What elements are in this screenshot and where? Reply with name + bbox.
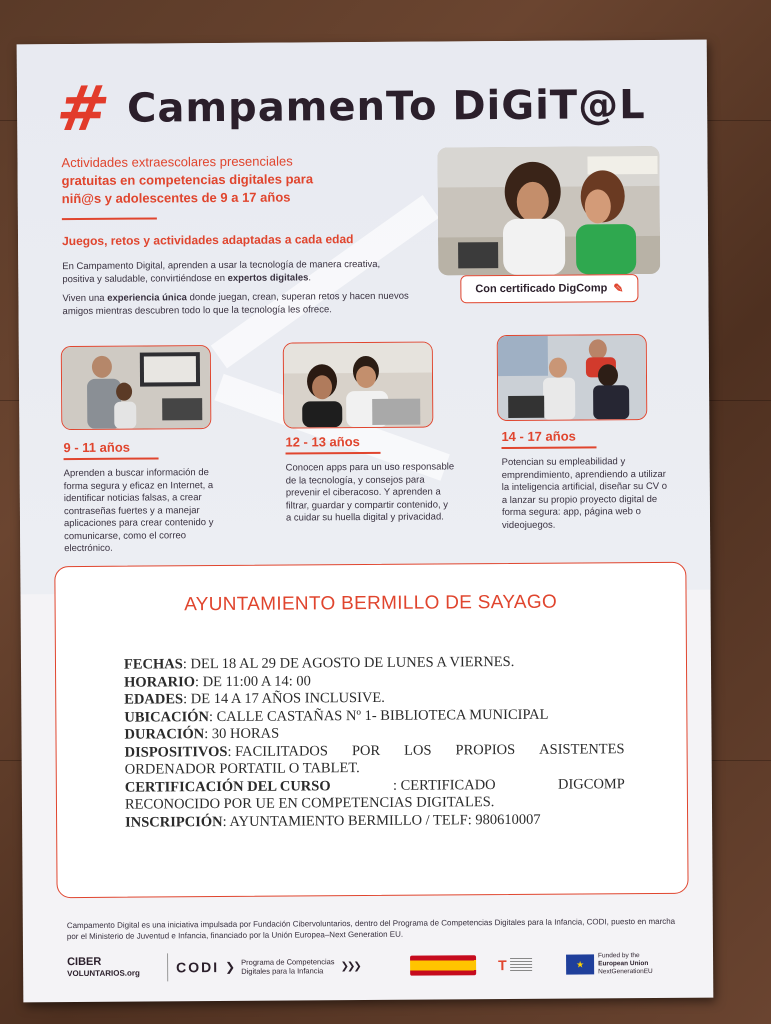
intro-line-2: gratuitas en competencias digitales para <box>61 171 314 189</box>
duracion-value: : 30 HORAS <box>204 725 280 743</box>
info-dispositivos-cont: ORDENADOR PORTATIL O TABLET. <box>124 760 360 778</box>
photo-age-14-17 <box>497 334 648 421</box>
intro-line-1: Actividades extraescolares presenciales <box>61 153 293 171</box>
dispositivos-word: LOS <box>404 742 432 759</box>
logo-divider <box>167 953 168 981</box>
paragraph-2-end: donde juegan, crean, superan retos y hacen nuevos amigos mientras descubren todo lo que la tecnología les ofrece. <box>62 290 409 318</box>
dispositivos-word: : FACILITADOS <box>227 742 329 760</box>
paragraph-1-end: . <box>308 272 312 284</box>
certificate-icon: ✎ <box>613 281 624 296</box>
codi-subtitle <box>241 957 335 976</box>
codi-logo <box>176 957 396 977</box>
paragraph-2-text: Viven una <box>62 292 108 305</box>
photo-age-12-13 <box>283 342 434 429</box>
title-row <box>52 70 646 146</box>
paragraph-2-bold: experiencia única <box>107 292 187 304</box>
spain-government-logo <box>410 955 476 975</box>
eu-text <box>598 952 653 976</box>
fechas-value: : DEL 18 AL 29 DE AGOSTO DE LUNES A VIERNES. <box>182 653 515 673</box>
certificacion-word: : CERTIFICADO <box>392 776 496 794</box>
dispositivos-word: ASISTENTES <box>539 740 625 758</box>
municipality-title: AYUNTAMIENTO BERMILLO DE SAYAGO <box>184 591 558 616</box>
ciber-text: CIBER <box>67 955 102 969</box>
dispositivos-label: DISPOSITIVOS <box>124 743 228 761</box>
age-desc-12-13: Conocen apps para un uso responsable de la tecnología, y consejos para prevenir el ciberacoso. Y aprenden a filtrar, guardar y compartir contenido, y a cuidar su huella digital y privacidad. <box>285 461 455 524</box>
age-desc-14-17: Potencian su empleabilidad y emprendimiento, aprendiendo a utilizar la inteligencia artificial, diseñar su CV o a lanzar su propio proyecto digital de forma segura: app, página web o videojuegos. <box>501 456 668 531</box>
intro-line-3: niñ@s y adolescentes de 9 a 17 años <box>61 189 291 207</box>
fechas-label: FECHAS <box>123 656 183 673</box>
triple-chevron-icon: ❯❯❯ <box>340 960 360 972</box>
codi-sub-line2: Digitales para la Infancia <box>241 966 324 976</box>
poster <box>17 40 714 1003</box>
poster-title: CampamenTo DiGiT@L <box>126 82 646 132</box>
photo-age-9-11 <box>61 345 212 430</box>
voluntarios-text: VOLUNTARIOS.org <box>67 968 140 979</box>
dispositivos-word: POR <box>351 742 381 759</box>
info-inscripcion <box>125 811 625 832</box>
certificate-badge <box>460 274 638 303</box>
eu-line3: NextGenerationEU <box>598 968 653 976</box>
intro-text <box>61 152 391 208</box>
main-photo <box>437 146 660 276</box>
paragraph-2 <box>62 290 412 318</box>
recovery-plan-mark-icon <box>510 958 532 972</box>
certificacion-label: CERTIFICACIÓN DEL CURSO <box>124 777 331 796</box>
recovery-plan-logo <box>498 957 546 973</box>
dispositivos-first <box>125 743 328 762</box>
chevron-right-icon: ❯ <box>225 959 236 974</box>
ubicacion-label: UBICACIÓN <box>124 708 210 726</box>
footer-text: Campamento Digital es una iniciativa impulsada por Fundación Cibervoluntarios, dentro del Programa de Competencias Digitales para la Infancia, CODI, puesto en marcha por el Ministerio de Juventud e Infancia, financiado por la Unión Europea–Next Generation EU. <box>66 916 676 942</box>
horario-label: HORARIO <box>124 673 196 691</box>
edades-label: EDADES <box>124 691 184 708</box>
eu-logo <box>566 952 653 977</box>
eu-line1: Funded by the <box>598 952 640 960</box>
paragraph-1-text: En Campamento Digital, aprenden a usar la tecnología de manera creativa, positiva y saludable, convirtiéndose en <box>62 258 381 286</box>
tr-mark-icon: T <box>498 957 507 974</box>
age-title-9-11: 9 - 11 años <box>63 439 131 456</box>
eu-line2: European Union <box>598 960 649 968</box>
info-dispositivos <box>125 741 625 762</box>
age-title-14-17: 14 - 17 años <box>501 428 576 445</box>
info-lines <box>124 653 625 831</box>
cibervoluntarios-logo <box>67 956 159 979</box>
edades-value: : DE 14 A 17 AÑOS INCLUSIVE. <box>183 689 385 708</box>
eu-flag-icon: ★ <box>566 954 594 974</box>
info-box <box>54 562 688 898</box>
subheading: Juegos, retos y actividades adaptadas a cada edad <box>61 232 354 249</box>
codi-text: CODI <box>176 959 220 976</box>
ubicacion-value: : CALLE CASTAÑAS Nº 1- BIBLIOTECA MUNICIPAL <box>208 706 549 725</box>
hashtag-symbol: # <box>52 71 115 146</box>
logos-row <box>67 944 687 988</box>
paragraph-1 <box>62 258 412 286</box>
certificate-badge-label: Con certificado DigComp <box>475 282 608 296</box>
inscripcion-value: : AYUNTAMIENTO BERMILLO / TELF: 980610007 <box>222 811 541 830</box>
paragraph-1-bold: expertos digitales <box>227 272 309 284</box>
horario-value: : DE 11:00 A 14: 00 <box>194 672 311 690</box>
duracion-label: DURACIÓN <box>124 726 205 743</box>
age-desc-9-11: Aprenden a buscar información de forma segura y eficaz en Internet, a identificar noticias falsas, a crear contraseñas fuertes y a manejar aplicaciones para crear contenido y comunicarse, como el correo electrónico. <box>63 467 214 555</box>
codi-sub-line1: Programa de Competencias <box>241 957 335 967</box>
info-certificacion-cont: RECONOCIDO POR UE EN COMPETENCIAS DIGITALES. <box>124 794 495 813</box>
certificacion-word: DIGCOMP <box>557 775 625 793</box>
age-title-12-13: 12 - 13 años <box>285 434 360 450</box>
inscripcion-label: INSCRIPCIÓN <box>125 813 223 831</box>
dispositivos-word: PROPIOS <box>455 741 516 758</box>
